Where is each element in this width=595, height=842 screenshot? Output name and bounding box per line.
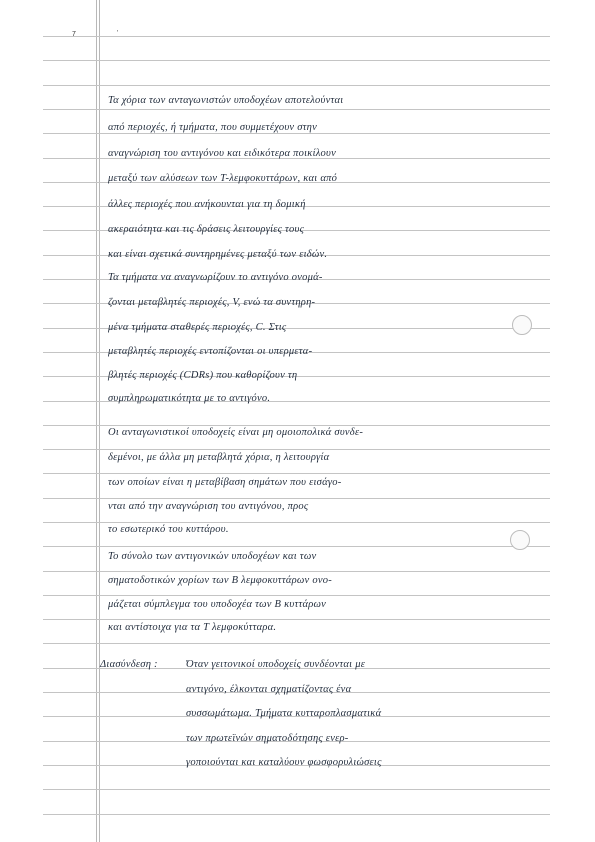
handwritten-line: ακεραιότητα και τις δράσεις λειτουργίες τους — [108, 224, 305, 235]
handwritten-line: γοποιούνται και καταλύουν φωσφορυλιώσεις — [186, 757, 382, 768]
handwritten-line: άλλες περιοχές που ανήκουνται για τη δομική — [108, 199, 306, 210]
handwritten-line: από περιοχές, ή τμήματα, που συμμετέχουν στην — [108, 122, 318, 133]
handwritten-line: νται από την αναγνώριση του αντιγόνου, προς — [108, 501, 309, 512]
handwritten-line: Οι ανταγωνιστικοί υποδοχείς είναι μη ομοιοπολικά συνδε- — [108, 427, 364, 438]
ruled-line — [43, 643, 550, 644]
ruled-line — [43, 36, 550, 37]
handwritten-line: μένα τμήματα σταθερές περιοχές, C. Στις — [108, 322, 287, 333]
handwritten-line: το εσωτερικό του κυττάρου. — [108, 524, 229, 535]
ruled-line — [43, 595, 550, 596]
punch-hole — [510, 530, 530, 550]
handwritten-line: αντιγόνο, έλκονται σχηματίζοντας ένα — [186, 684, 352, 695]
handwritten-label: Διασύνδεση : — [100, 659, 158, 670]
handwritten-line: δεμένοι, με άλλα μη μεταβλητά χόρια, η λειτουργία — [108, 452, 330, 463]
handwritten-line: Τα τμήματα να αναγνωρίζουν το αντιγόνο ονομά- — [108, 272, 323, 283]
handwritten-line: και αντίστοιχα για τα Τ λεμφοκύτταρα. — [108, 622, 277, 633]
handwritten-line: Το σύνολο των αντιγονικών υποδοχέων και των — [108, 551, 317, 562]
ruled-line — [43, 85, 550, 86]
handwritten-line: Τα χόρια των ανταγωνιστών υποδοχέων αποτελούνται — [108, 95, 344, 106]
handwritten-line: μεταξύ των αλύσεων των Τ-λεμφοκυττάρων, και από — [108, 173, 338, 184]
ruled-line — [43, 571, 550, 572]
handwritten-line: συμπληρωματικότητα με το αντιγόνο. — [108, 393, 271, 404]
ruled-line — [43, 522, 550, 523]
handwritten-line: μεταβλητές περιοχές εντοπίζονται οι υπερμετα- — [108, 346, 313, 357]
ruled-line — [43, 473, 550, 474]
handwritten-line: και είναι σχετικά συντηρημένες μεταξύ των ειδών. — [108, 249, 328, 260]
handwritten-line: βλητές περιοχές (CDRs) που καθορίζουν τη — [108, 370, 298, 381]
ruled-line — [43, 425, 550, 426]
handwritten-line: μάζεται σύμπλεγμα του υποδοχέα των Β κυττάρων — [108, 599, 327, 610]
handwritten-line: των οποίων είναι η μεταβίβαση σημάτων που εισάγο- — [108, 477, 342, 488]
ruled-line — [43, 449, 550, 450]
handwritten-line: ζονται μεταβλητές περιοχές, V, ενώ τα συντηρη- — [108, 297, 316, 308]
ruled-line — [43, 789, 550, 790]
handwritten-line: Όταν γειτονικοί υποδοχείς συνδέονται με — [186, 659, 366, 670]
ruled-line — [43, 619, 550, 620]
ruled-line — [43, 498, 550, 499]
handwritten-line: των πρωτεϊνών σηματοδότησης ενερ- — [186, 733, 349, 744]
ruled-line — [43, 109, 550, 110]
ruled-line — [43, 546, 550, 547]
handwritten-line: συσσωμάτωμα. Τμήματα κυτταροπλασματικά — [186, 708, 382, 719]
ruled-line — [43, 133, 550, 134]
handwritten-line: σηματοδοτικών χορίων των Β λεμφοκυττάρων ονο- — [108, 575, 332, 586]
page-mark: ' — [117, 30, 119, 37]
ruled-line — [43, 814, 550, 815]
punch-hole — [512, 315, 532, 335]
ruled-line — [43, 60, 550, 61]
page-number: 7 — [72, 31, 76, 38]
handwritten-line: αναγνώριση του αντιγόνου και ειδικότερα ποικίλουν — [108, 148, 337, 159]
